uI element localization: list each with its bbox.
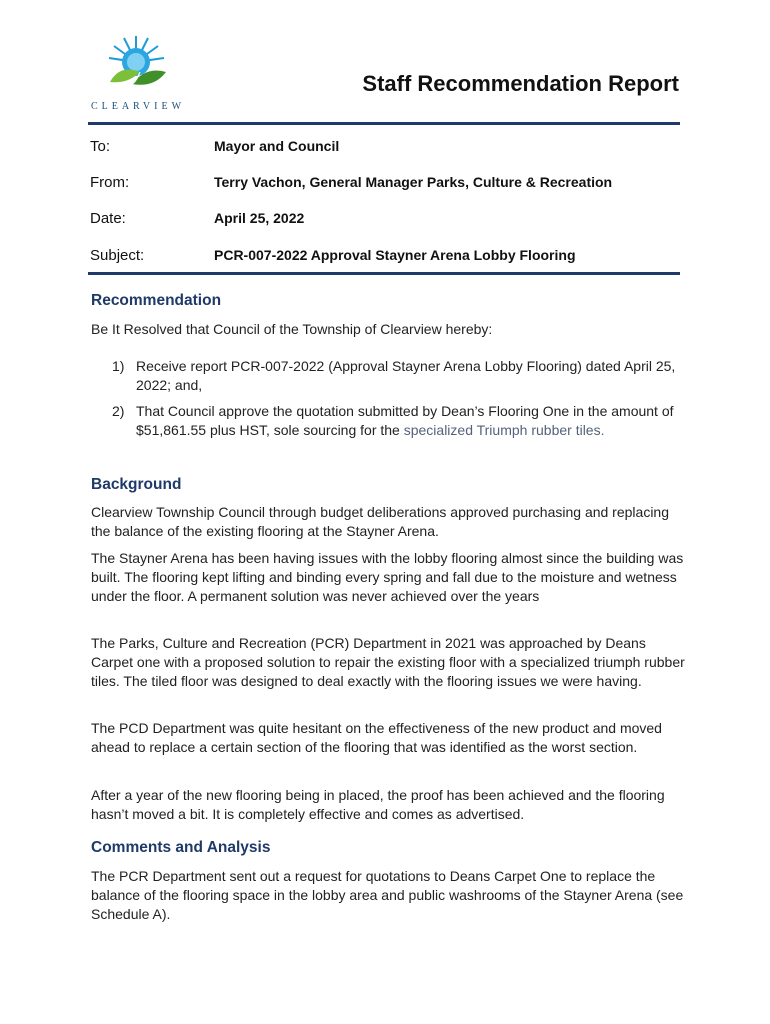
background-paragraph: The Stayner Arena has been having issues with the lobby flooring almost since the building was built. The flooring kept lifting and binding every spring and fall due to the moisture and wetness under the floor. A permanent solution was never achieved over the years [91,550,684,604]
meta-row-to [90,138,680,160]
background-paragraph: Clearview Township Council through budget deliberations approved purchasing and replacing the balance of the existing flooring at the Stayner Arena. [91,504,669,539]
meta-row-from [90,174,680,196]
meta-value: Terry Vachon, General Manager Parks, Culture & Recreation [214,174,613,190]
meta-row-subject [90,247,680,269]
report-title: Staff Recommendation Report [362,71,679,96]
list-item [112,357,692,395]
meta-label: Subject: [90,247,145,264]
background-heading: Background [91,476,182,493]
meta-value: PCR-007-2022 Approval Stayner Arena Lobby Flooring [214,247,576,263]
background-paragraph: After a year of the new flooring being in placed, the proof has been achieved and the flooring hasn’t moved a bit. It is completely effective and comes as advertised. [91,787,665,822]
clearview-logo [88,32,188,116]
meta-value: Mayor and Council [214,138,340,154]
recommendation-heading: Recommendation [91,292,222,309]
logo-wordmark: CLEARVIEW [90,101,186,112]
list-text: Receive report PCR-007-2022 (Approval Stayner Arena Lobby Flooring) dated April 25, 2022; and, [136,358,676,393]
list-text-muted: specialized Triumph rubber tiles. [403,422,605,438]
list-number: 2) [112,403,125,419]
background-paragraph: The PCD Department was quite hesitant on the effectiveness of the new product and moved ahead to replace a certain section of the flooring that was identified as the worst section. [91,720,662,755]
background-paragraph: The Parks, Culture and Recreation (PCR) Department in 2021 was approached by Deans Carpet one with a proposed solution to repair the existing floor with a specialized triumph rubber tiles. The tiled floor was designed to deal exactly with the flooring issues we were having. [91,635,685,689]
list-item [112,402,692,440]
list-text-main: That Council approve the quotation submitted by Dean’s Flooring One in the amount of $51,861.55 plus HST, sole sourcing for the [136,403,674,438]
recommendation-intro: Be It Resolved that Council of the Township of Clearview hereby: [91,321,493,337]
comments-paragraph: The PCR Department sent out a request for quotations to Deans Carpet One to replace the balance of the flooring space in the lobby area and public washrooms of the Stayner Arena (see Schedule A). [91,868,684,922]
header-divider-bottom [88,272,680,275]
meta-label: Date: [90,210,126,227]
header-divider-top [88,122,680,125]
meta-row-date [90,210,680,232]
comments-heading: Comments and Analysis [91,839,271,856]
meta-value: April 25, 2022 [214,210,305,226]
list-number: 1) [112,358,125,374]
list-text [136,402,692,440]
meta-label: To: [90,138,111,155]
meta-label: From: [90,174,130,191]
logo-mark-icon [106,32,170,98]
